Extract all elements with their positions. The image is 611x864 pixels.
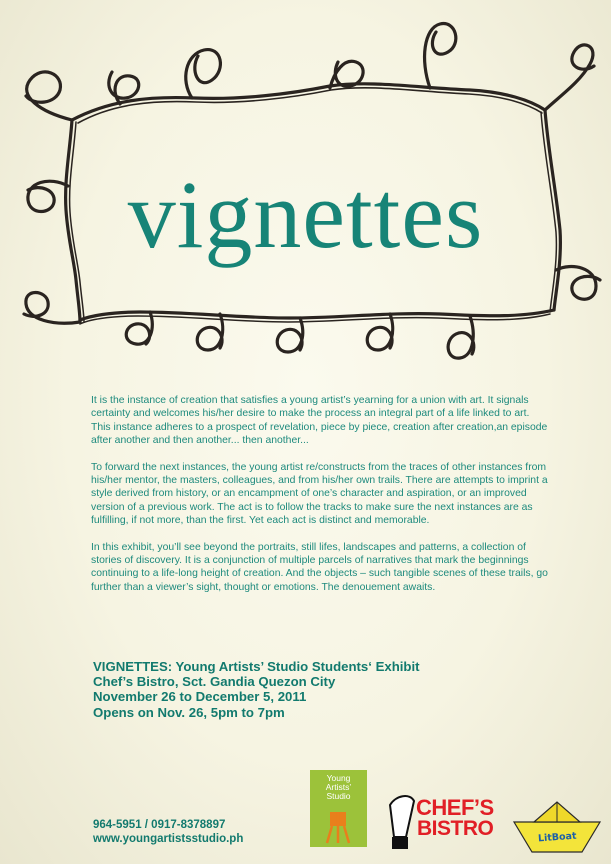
contact-phone: 964-5951 / 0917-8378897 (93, 819, 226, 831)
event-title: VIGNETTES: Young Artists’ Studio Students‘ Exhibit (93, 659, 420, 674)
paragraph-2: To forward the next instances, the young artist re/constructs from the traces of other instances from his/her mentor, the masters, colleagues, and from his/her own trails. There are attempts to imprint a style derived from history, or an encampment of one’s character and aspiration, or an improved version of a previous work. The act is to follow the tracks to make sure the next instances are as fulfilling, if not more, than the first. Yet each act is distinct and memorable. (91, 461, 548, 527)
paragraph-3: In this exhibit, you’ll see beyond the portraits, still lifes, landscapes and patterns, a collection of stories of discovery. It is a conjunction of multiple parcels of narratives that mark the beginnings continuing to a life-long height of creation. And the objects – such tangible scenes of these trails, go further than a viewer’s sight, thought or emotions. The denouement awaits. (91, 541, 548, 593)
chefs-bistro-logo (384, 793, 494, 853)
paragraph-1: It is the instance of creation that satisfies a young artist’s yearning for a union with art. It signals certainty and welcomes his/her desire to make the process an integral part of a life linked to art. This instance adheres to a prospect of revelation, piece by piece, creation after creation,an episode after another and then another... then another... (91, 395, 548, 447)
description (91, 394, 551, 607)
yas-logo-line1: Young (326, 773, 351, 783)
event-venue: Chef’s Bistro, Sct. Gandia Quezon City (93, 674, 336, 690)
event-opening: Opens on Nov. 26, 5pm to 7pm (93, 704, 285, 720)
paper-boat-icon (512, 800, 602, 855)
event-dates: November 26 to December 5, 2011 (93, 689, 307, 705)
chef-knife-icon (384, 793, 418, 853)
yas-logo-line3: Studio (326, 791, 351, 801)
young-artists-studio-logo (310, 770, 367, 847)
chefs-logo-line1: CHEF’S (416, 795, 494, 820)
event-details (93, 659, 493, 720)
chefs-logo-line2: BISTRO (417, 817, 494, 840)
poster-title: vignettes (127, 161, 484, 268)
contact-info (93, 818, 243, 846)
yas-logo-line2: Artists’ (325, 782, 352, 792)
contact-website[interactable]: www.youngartistsstudio.ph (93, 833, 244, 845)
litboat-logo-label: LitBoat (537, 830, 577, 845)
easel-icon (324, 808, 354, 844)
